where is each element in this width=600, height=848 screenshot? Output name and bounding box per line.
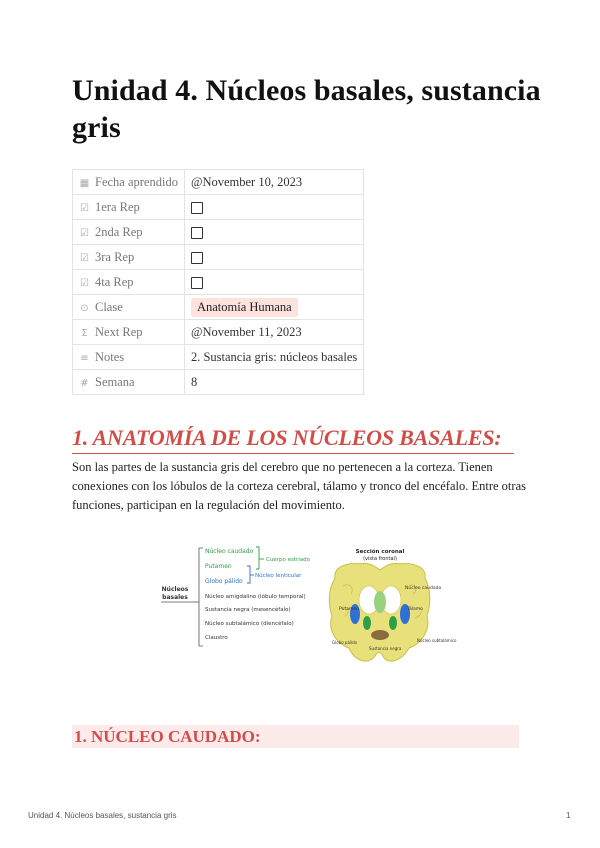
checkbox-icon: ☑ (80, 227, 89, 239)
rep-checkbox[interactable] (191, 227, 203, 239)
formula-icon: Σ (81, 327, 88, 339)
property-value-cell (184, 245, 363, 270)
brain-label-sustancia-negra: Sustancia negra (369, 646, 402, 651)
property-name-cell (73, 270, 185, 295)
property-value-cell (184, 320, 363, 345)
brain-label-subtalamico: Núcleo subtalámico (417, 638, 457, 643)
property-label: 2nda Rep (95, 224, 143, 239)
rep-checkbox[interactable] (191, 277, 203, 289)
figure-item-putamen: Putamen (205, 563, 232, 570)
property-name-cell (73, 295, 185, 320)
figure-group-nucleo-lenticular: Núcleo lenticular (255, 573, 302, 579)
figure-item-globo: Globo pálido (205, 578, 243, 585)
select-icon: ⊙ (80, 302, 89, 314)
rep-checkbox[interactable] (191, 252, 203, 264)
section-heading-caudado: 1. NÚCLEO CAUDADO: (72, 725, 519, 748)
property-label: 4ta Rep (95, 274, 134, 289)
page-number: 1 (566, 811, 571, 820)
figure-item-amigdalino: Núcleo amigdalino (lóbulo temporal) (205, 594, 306, 600)
brain-label-putamen: Putamen (339, 607, 360, 612)
property-label: Clase (95, 299, 123, 314)
figure-root-label-1: Núcleos (161, 586, 189, 593)
property-value: @November 11, 2023 (190, 324, 302, 339)
rep-checkbox[interactable] (191, 202, 203, 214)
property-value: 8 (190, 374, 198, 389)
property-name-cell (73, 320, 185, 345)
brain-label-talamo: Tálamo (407, 607, 423, 612)
figure-item-claustro: Claustro (205, 635, 228, 641)
property-value-cell (184, 220, 363, 245)
text-lines-icon: ≡ (80, 352, 89, 364)
property-label: 3ra Rep (95, 249, 135, 264)
property-value-cell (184, 195, 363, 220)
clase-tag[interactable]: Anatomía Humana (191, 298, 298, 317)
property-row (73, 320, 364, 345)
property-name-cell (73, 370, 185, 395)
figure-section-title-1: Sección coronal (355, 549, 405, 555)
checkbox-icon: ☑ (80, 277, 89, 289)
page-title: Unidad 4. Núcleos basales, sustancia gris (72, 74, 541, 144)
property-label: 1era Rep (95, 199, 140, 214)
page-footer: Unidad 4. Núcleos basales, sustancia gris (28, 811, 177, 820)
property-value-cell (184, 370, 363, 395)
property-row (73, 270, 364, 295)
property-name-cell (73, 195, 185, 220)
property-row (73, 220, 364, 245)
figure-root-label-2: basales (162, 594, 188, 601)
figure-section-title-2: (vista frontal) (363, 556, 397, 562)
checkbox-icon: ☑ (80, 202, 89, 214)
property-row (73, 195, 364, 220)
property-value-cell (184, 295, 363, 320)
brain-label-caudado: Núcleo caudado (405, 586, 442, 591)
property-name-cell (73, 245, 185, 270)
brain-label-globo: Globo pálido (332, 640, 358, 645)
property-label: Semana (95, 374, 135, 389)
property-value-cell (184, 345, 363, 370)
property-row (73, 245, 364, 270)
checkbox-icon: ☑ (80, 252, 89, 264)
property-label: Notes (95, 349, 125, 364)
property-row (73, 370, 364, 395)
property-value: @November 10, 2023 (190, 174, 303, 189)
property-row (73, 295, 364, 320)
figure-item-sustancia-negra: Sustancia negra (mesencéfalo) (205, 607, 291, 613)
property-label: Next Rep (95, 324, 143, 339)
property-row (73, 345, 364, 370)
property-name-cell (73, 220, 185, 245)
figure-group-cuerpo-estriado: Cuerpo estriado (266, 557, 310, 563)
number-icon: # (80, 377, 89, 389)
properties-table (72, 169, 364, 395)
property-value: 2. Sustancia gris: núcleos basales (190, 349, 358, 364)
property-name-cell (73, 170, 185, 195)
section-paragraph: Son las partes de la sustancia gris del cerebro que no pertenecen a la corteza. Tienen conexiones con los lóbulos de la corteza cerebral, tálamo y tronco del encéfalo. Entre otras funciones, participan en la regulación del movimiento. (72, 460, 526, 512)
section-heading-anatomia: 1. ANATOMÍA DE LOS NÚCLEOS BASALES: (72, 424, 514, 454)
property-value-cell (184, 170, 363, 195)
calendar-icon: ▦ (79, 177, 90, 189)
property-label: Fecha aprendido (95, 174, 178, 189)
basal-ganglia-figure (155, 538, 457, 668)
property-row (73, 170, 364, 195)
figure-item-caudado: Núcleo caudado (205, 548, 254, 555)
figure-item-subtalamico: Núcleo subtalámico (diencéfalo) (205, 621, 294, 627)
property-value-cell (184, 270, 363, 295)
property-name-cell (73, 345, 185, 370)
